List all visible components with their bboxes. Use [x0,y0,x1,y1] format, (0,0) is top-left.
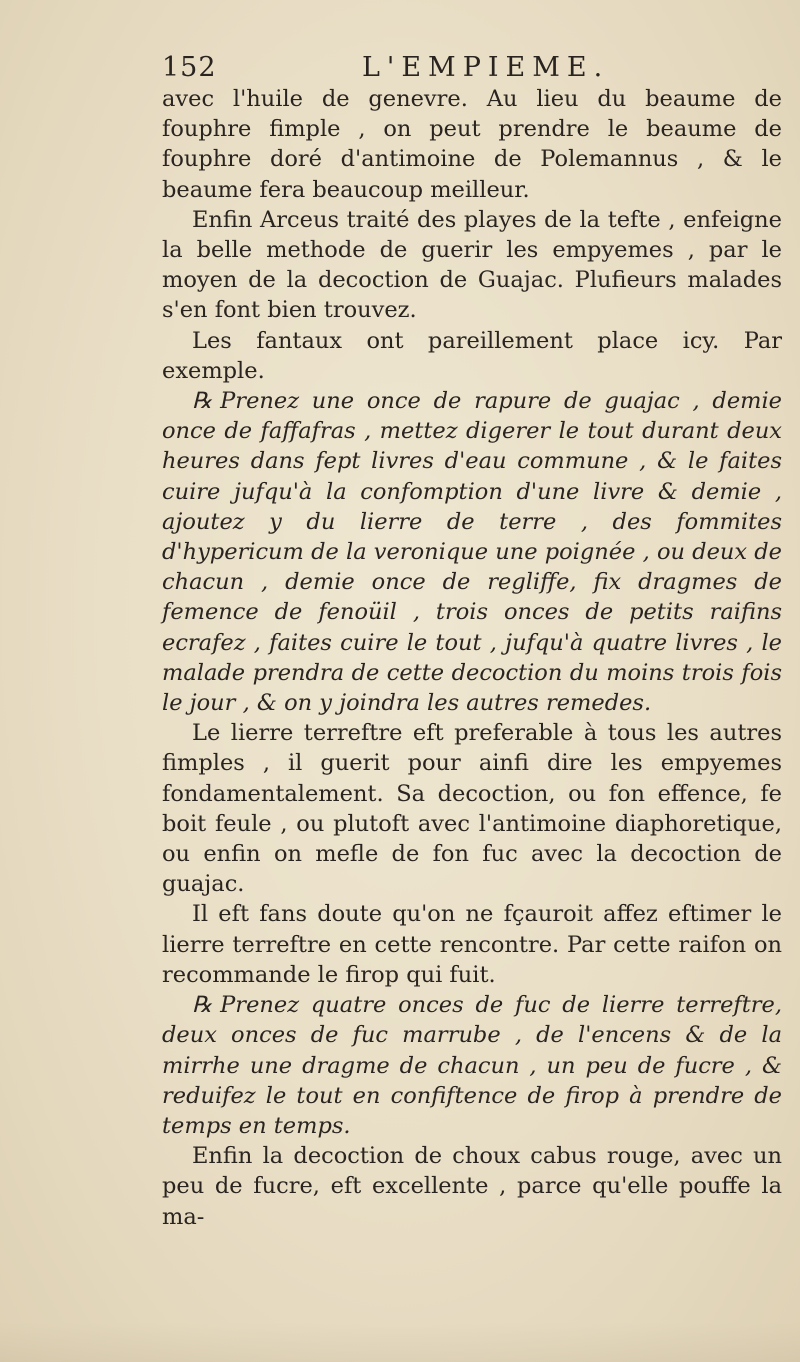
recipe-symbol: ℞ [192,388,213,415]
recipe-text: Prenez une once de rapure de guajac , demie once de faffafras , mettez digerer le tout durant deux heures dans fept livres d'eau commune , & le faites cuire jufqu'à la confomption d'une livre & demie , ajoutez y du lierre de terre , des fommites d'hypericum de la veronique une poignée , ou deux de chacun , demie once de regliffe, fix dragmes de femence de fenoüil , trois onces de petits raifins ecrafez , faites cuire le tout , jufqu'à quatre livres , le malade prendra de cette decoction du moins trois fois le jour , & on y joindra les autres remedes. [162,388,782,717]
paragraph: Il eft fans doute qu'on ne fçauroit affez eftimer le lierre terreftre en cette rencontre. Par cette raifon on recommande le firop qui fuit. [162,901,782,988]
page-edge-shade [0,1322,800,1362]
paragraph: Les fantaux ont pareillement place icy. Par exemple. [162,327,782,384]
recipe-paragraph [162,990,782,1141]
recipe-paragraph [162,386,782,718]
paragraph: avec l'huile de genevre. Au lieu du beaume de fouphre fimple , on peut prendre le beaume de fouphre doré d'antimoine de Polemannus , & le beaume fera beaucoup meilleur. [162,86,782,203]
page-number: 152 [162,52,217,83]
running-title: L'EMPIEME. [362,52,610,83]
paragraph: Enfin la decoction de choux cabus rouge, avec un peu de fucre, eft excellente , parce qu'elle pouffe la ma- [162,1143,782,1230]
recipe-symbol: ℞ [192,992,213,1019]
paragraph: Enfin Arceus traité des playes de la tefte , enfeigne la belle methode de guerir les empyemes , par le moyen de la decoction de Guajac. Plufieurs malades s'en font bien trouvez. [162,206,782,324]
recipe-text: Prenez quatre onces de fuc de lierre terreftre, deux onces de fuc marrube , de l'encens & de la mirrhe une dragme de chacun , un peu de fucre , & reduifez le tout en confiftence de firop à prendre de temps en temps. [162,992,782,1139]
page-header [162,52,782,88]
paragraph: Le lierre terreftre eft preferable à tous les autres fimples , il guerit pour ainfi dire les empyemes fondamentalement. Sa decoction, ou fon effence, fe boit feule , ou plutoft avec l'antimoine diaphoretique, ou enfin on mefle de fon fuc avec la decoction de guajac. [162,720,782,898]
body-text [162,84,782,1232]
